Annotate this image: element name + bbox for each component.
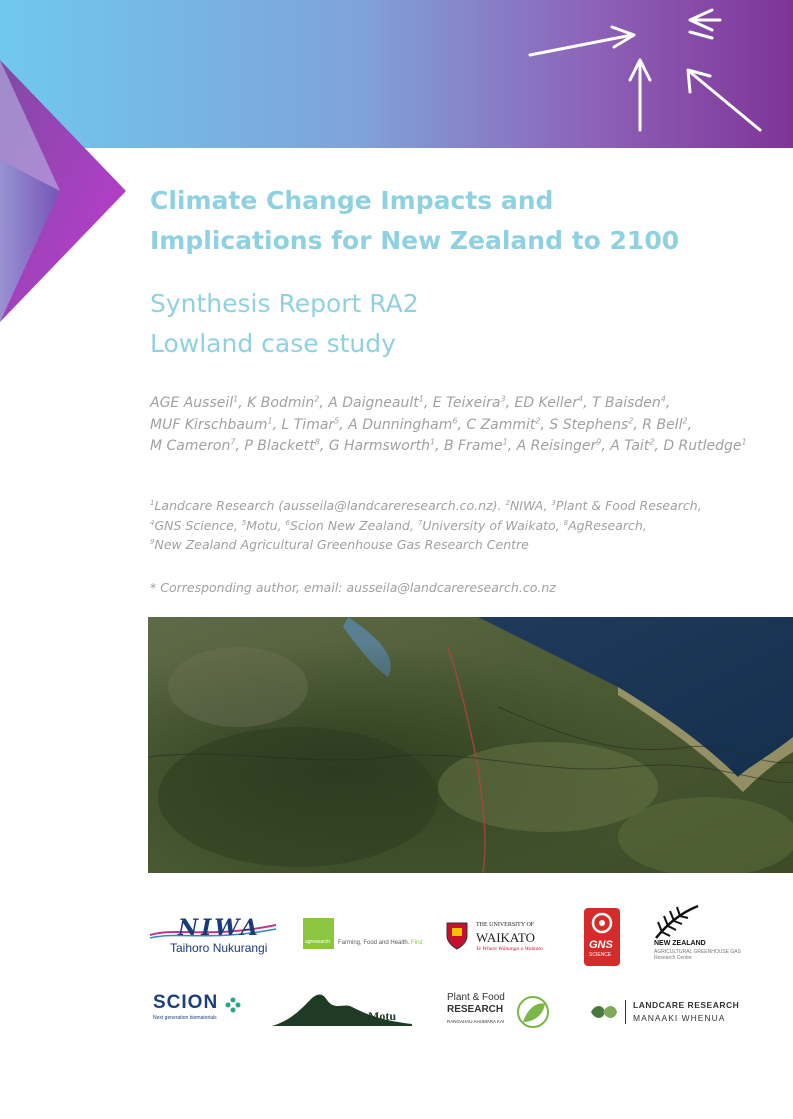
author-affiliation-number: 2 [535,415,541,425]
author-name-text: G Harmsworth [328,438,430,454]
author-separator: , [435,438,440,454]
affiliation-list [150,496,780,555]
author-separator: , [423,395,429,411]
author-affiliation-number: 3 [500,394,506,404]
plantfood-line1: Plant & Food [447,992,505,1003]
author-affiliation-number: 8 [314,437,320,447]
author-separator: , [339,416,344,433]
author-name-text: AGE Ausseil [150,395,234,411]
author-separator: , [583,395,588,411]
nzagrc-line1: NEW ZEALAND [654,940,706,947]
agresearch-tagline [338,940,423,946]
agresearch-logo [303,918,423,954]
author-name-text: T Baisden [592,395,661,411]
author-name [150,417,277,433]
author-separator: , [272,416,278,433]
affiliation-line [150,516,780,536]
affiliation-number: 2 [505,498,510,507]
subtitle-line-1: Synthesis Report RA2 [150,289,419,318]
title-line-2: Implications for New Zealand to 2100 [150,226,680,255]
plantfood-logo [447,992,557,1034]
aerial-photo [148,617,793,873]
author-separator: , [665,395,671,411]
author-name-text: P Blackett [244,438,315,454]
niwa-subtitle: Taihoro Nukurangi [170,941,268,955]
affiliation-line [150,496,780,516]
affiliation-text: Plant & Food Research, [555,498,702,513]
author-name [592,395,670,411]
gns-sub: SCIENCE [589,952,612,958]
waikato-motto: Te Whare Wānanga o Waikato [476,946,543,952]
author-separator: , [654,438,659,454]
plantfood-line2: RESEARCH [447,1004,504,1015]
waikato-name: WAIKATO [476,930,535,945]
author-name-text: A Dunningham [348,416,453,433]
author-name-text: K Bodmin [247,395,315,411]
author-name [642,417,692,433]
author-name-text: A Tait [610,438,650,454]
affiliation-text: AgResearch, [568,517,647,533]
affiliation-text: Landcare Research (ausseila@landcareresearch.co.nz). [154,498,506,513]
subtitle-line-2: Lowland case study [150,329,396,358]
side-chevron-graphic [0,60,130,330]
affiliation-number: 4 [150,518,155,527]
author-affiliation-number: 4 [660,394,666,404]
affiliation-text: NIWA, [509,498,552,513]
author-affiliation-number: 2 [682,415,688,425]
report-title [150,181,750,261]
motu-name: Motu [368,1009,396,1023]
corresponding-author: * Corresponding author, email: ausseila@landcareresearch.co.nz [150,580,556,595]
affiliation-number: 3 [551,498,556,507]
waikato-logo [446,920,556,956]
affiliation-number: 7 [417,518,423,527]
author-name-text: L Timar [281,416,335,433]
affiliation-line [150,535,780,555]
author-name-text: MUF Kirschbaum [150,416,268,433]
landcare-line2: MANAAKI WHENUA [633,1013,726,1023]
nzagrc-line3: Research Centre [654,955,692,961]
author-name-text: E Teixeira [432,395,501,411]
author-name [150,438,240,454]
author-name [247,395,324,411]
author-separator: , [319,395,324,411]
landcare-divider [625,1000,626,1024]
nzagrc-logo [652,902,762,962]
author-name [466,417,545,433]
author-affiliation-number: 7 [230,437,236,447]
author-list [150,393,760,458]
author-separator: , [457,416,462,433]
author-separator: , [540,416,545,433]
author-name [328,395,428,411]
author-name [329,438,440,454]
author-separator: , [238,395,243,411]
author-name-text: ED Keller [514,395,579,411]
report-subtitle [150,284,419,364]
author-name [244,438,324,454]
plantfood-line3: RANGAHAU AHUMĀRA KAI [447,1019,505,1024]
scion-cross-icon [225,997,241,1013]
affiliation-number: 8 [563,518,569,527]
author-affiliation-number: 1 [233,394,239,404]
affiliation-number: 1 [150,498,155,507]
author-affiliation-number: 5 [334,415,340,425]
author-name [282,417,344,433]
author-separator: , [507,438,513,454]
author-separator: , [235,438,240,454]
author-affiliation-number: 4 [578,394,584,404]
author-name-text: B Frame [443,438,503,454]
author-separator: , [633,416,638,433]
waikato-the: THE UNIVERSITY OF [476,922,535,928]
author-name [150,395,243,411]
author-separator: , [687,416,693,433]
gns-logo [584,908,620,966]
aerial-photo-image [148,617,793,873]
fern-icon [652,902,702,942]
author-name [433,395,510,411]
author-affiliation-number: 1 [502,437,508,447]
author-name-text: D Rutledge [663,438,742,454]
scion-logo [153,994,253,1024]
author-affiliation-number: 1 [741,437,747,447]
title-line-1: Climate Change Impacts and [150,186,554,215]
author-affiliation-number: 1 [429,437,436,447]
scion-tagline: Next generation biomaterials [153,1015,217,1021]
author-affiliation-number: 9 [596,437,602,447]
affiliation-text: Scion New Zealand, [289,517,418,533]
affiliation-number: 5 [241,518,247,527]
author-name [444,438,512,454]
landcare-logo [589,998,749,1028]
author-affiliation-number: 6 [452,415,458,425]
author-affiliation-number: 1 [418,394,424,404]
affiliation-number: 6 [285,518,290,527]
niwa-wordmark: NIWA [178,915,261,941]
author-affiliation-number: 2 [314,394,320,404]
affiliation-text: GNS Science, [154,517,242,533]
author-name [348,417,462,433]
affiliation-text: New Zealand Agricultural Greenhouse Gas Research Centre [154,537,529,552]
author-name [549,417,637,433]
author-name-text: C Zammit [466,416,536,433]
author-affiliation-number: 2 [649,437,655,447]
scion-name: SCION [153,992,219,1013]
affiliation-text: Motu, [246,517,286,533]
author-name-text: S Stephens [549,416,629,433]
gns-swirl-icon [588,912,616,934]
author-name-text: A Reisinger [516,438,597,454]
affiliation-number: 9 [150,537,155,546]
niwa-logo [148,917,278,957]
landcare-leaf-icon [589,1002,619,1022]
motu-logo [272,990,414,1030]
agresearch-tagline-accent: First [411,940,423,946]
author-name-text: R Bell [642,416,683,433]
author-name [610,438,659,454]
author-name-text: A Daigneault [328,395,419,411]
affiliation-text: University of Waikato, [422,517,564,533]
author-affiliation-number: 1 [267,415,273,425]
landcare-line1: LANDCARE RESEARCH [633,1000,740,1010]
author-separator: , [505,395,511,411]
agresearch-tagline-text: Farming, Food and Health. [338,940,410,946]
author-name [517,438,606,454]
author-affiliation-number: 2 [628,415,634,425]
author-separator: , [601,438,606,454]
waikato-crest-icon [446,922,468,950]
author-separator: , [319,438,325,454]
author-name [663,438,746,454]
leaf-icon [515,994,551,1030]
author-name [514,395,587,411]
author-name-text: M Cameron [150,438,231,454]
agresearch-mark: agresearch [305,939,331,945]
nzagrc-line2: AGRICULTURAL GREENHOUSE GAS [654,949,741,955]
gns-name: GNS [589,939,613,951]
